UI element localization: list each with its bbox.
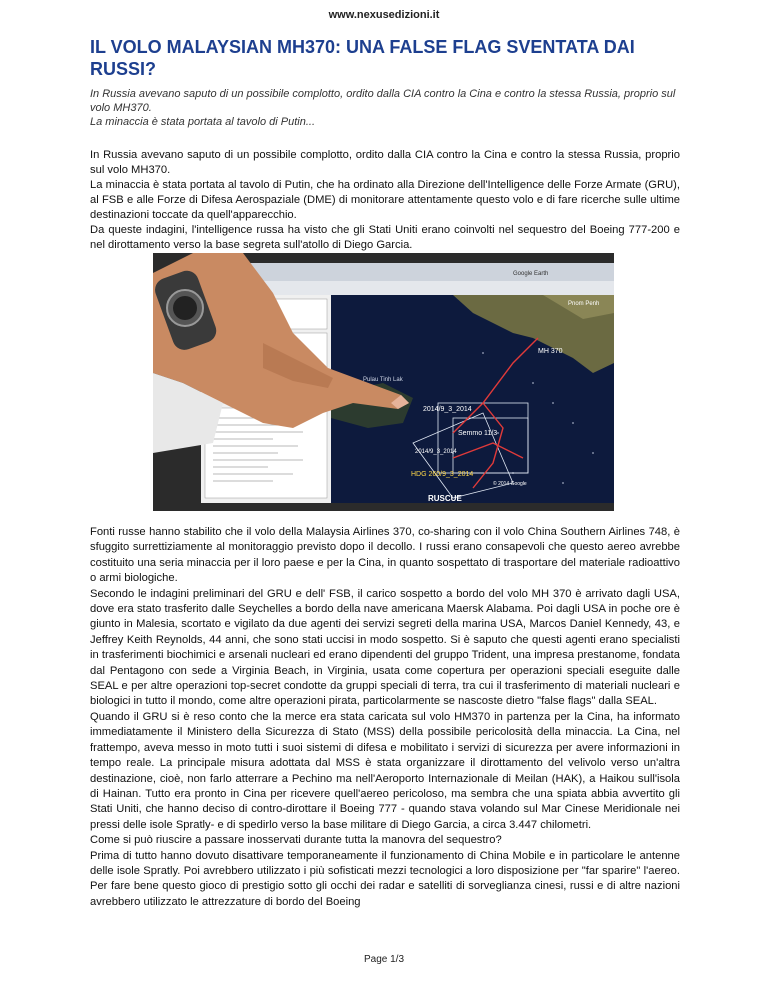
paragraph: In Russia avevano saputo di un possibile complotto, ordito dalla CIA contro la Cina e contro la stessa Russia, proprio sul volo MH370. [90, 149, 680, 176]
photo-label-region: Pulau Tinh Lak [363, 377, 403, 383]
paragraph: Secondo le indagini preliminari del GRU e dell' FSB, il carico sospetto a bordo del volo MH 370 è arrivato dagli USA, dove era stato trasferito dalle Seychelles a bordo della nave americana Maersk Alabama. Poi dagli USA in poche ore è giunto in Malesia, scortato e vigilato da due agenti dei servizi segreti della marina USA, Marcos Daniel Kennedy, 43, e Jeffrey Keith Reynolds, 44 anni, che sono stati uccisi in modo sospetto. Si è saputo che questi agenti erano specialisti in trasferimenti biochimici e arsenali nucleari ed erano dipendenti del gruppo Trident, una impresa prestanome, fondata dal Pentagono con sede a Virginia Beach, in Virginia, usata come copertura per operazioni speciali eseguite dalle SEAL e per altre operazioni top-secret condotte da gruppi speciali di terra, tra cui il trasferimento di materiali nucleari e biologici in tutto il mondo, come altre operazioni pirata, particolarmente se nascoste dietro "false flags" dalla SEAL. [90, 587, 680, 708]
photo-app-title: Google Earth [513, 271, 549, 277]
article-photo [153, 253, 614, 511]
paragraph: Prima di tutto hanno dovuto disattivare temporaneamente il funzionamento di China Mobile e in particolare le antenne delle isole Spratly. Poi avrebbero utilizzato i più sofisticati mezzi tecnologici a loro disposizione per "far sparire" l'aereo. Per fare bene questo gioco di prestigio sotto gli occhi dei radar e satelliti di sorveglianza cinesi, russi e di altre nazioni avrebbero utilizzato le attrezzature di bordo del Boeing [90, 849, 680, 908]
paragraph: Da queste indagini, l'intelligence russa ha visto che gli Stati Uniti erano coinvolti nel sequestro del Boeing 777-200 e nel dirottamento verso la base segreta sull'atollo di Diego Garcia. [90, 224, 680, 251]
paragraph: Quando il GRU si è reso conto che la merce era stata caricata sul volo HM370 in partenza per la Cina, ha informato immediatamente il Ministero della Sicurezza di Stato (MSS) della possibile pericolosità della minaccia. La Cina, nel frattempo, aveva messo in moto tutti i suoi sistemi di difesa e mobilitato i servizi di sicurezza per avere informazioni in tempo reale. La principale misura adottata dal MSS è stata organizzare il dirottamento del velivolo verso un'altra destinazione, cioè, non farlo atterrare a Pechino ma nell'Aeroporto Internazionale di Meilan (HAK), a Haikou sull'isola di Hainan. Tutto era pronto in Cina per ricevere quell'aereo pericoloso, ma sembra che una spiata abbia avvertito gli Stati Uniti, che hanno deciso di contro-dirottare il Boeing 777 - quando stava volando sul Mar Cinese Meridionale nei pressi delle isole Spratly- e di spedirlo verso la base militare di Diego Garcia, a circa 3.447 chilometri. [90, 710, 680, 831]
photo-label-hdg: HDG 260/9_3_2014 [411, 471, 474, 478]
paragraph: Come si può riuscire a passare inosservati durante tutta la manovra del sequestro? [90, 834, 502, 847]
lead-line: La minaccia è stata portata al tavolo di Putin... [90, 116, 316, 128]
photo-label-city: Pnom Penh [568, 301, 600, 307]
photo-label-date2: 2014/9_3_2014 [415, 449, 457, 455]
article-body-top [90, 148, 680, 253]
article-title: IL VOLO MALAYSIAN MH370: UNA FALSE FLAG SVENTATA DAI RUSSI? [90, 37, 635, 79]
paragraph: La minaccia è stata portata al tavolo di Putin, che ha ordinato alla Direzione dell'Intelligence delle Forze Armate (GRU), al FSB e alle Forze di Difesa Aerospaziale (DME) di monitorare attentamente questo volo e di fare ricerche sulle ultime destinazioni toccate da quell'apparecchio. [90, 179, 680, 221]
article-lead [90, 87, 680, 129]
photo-label-copy: © 2014 Google [493, 481, 527, 487]
photo-label-point: Semmo 11/3 [458, 430, 498, 437]
article-body-bottom [90, 525, 680, 910]
site-header: www.nexusedizioni.it [328, 9, 440, 21]
photo-label-route: MH 370 [538, 348, 563, 355]
photo-label-ship: RUSCUE [428, 494, 462, 503]
lead-line: In Russia avevano saputo di un possibile complotto, ordito dalla CIA contro la Cina e contro la stessa Russia, proprio sul volo MH370. [90, 88, 676, 114]
photo-label-date1: 2014/9_3_2014 [423, 406, 472, 413]
paragraph: Fonti russe hanno stabilito che il volo della Malaysia Airlines 370, co-sharing con il volo China Southern Airlines 748, è sfuggito surrettiziamente al monitoraggio previsto dopo il decollo. I russi erano consapevoli che questo aereo avrebbe costituito una seria minaccia per il loro paese e per la Cina, in quanto sospettato di trasportare del materiale radioattivo o armi biologiche. [90, 526, 680, 585]
page-number: Page 1/3 [363, 954, 405, 965]
